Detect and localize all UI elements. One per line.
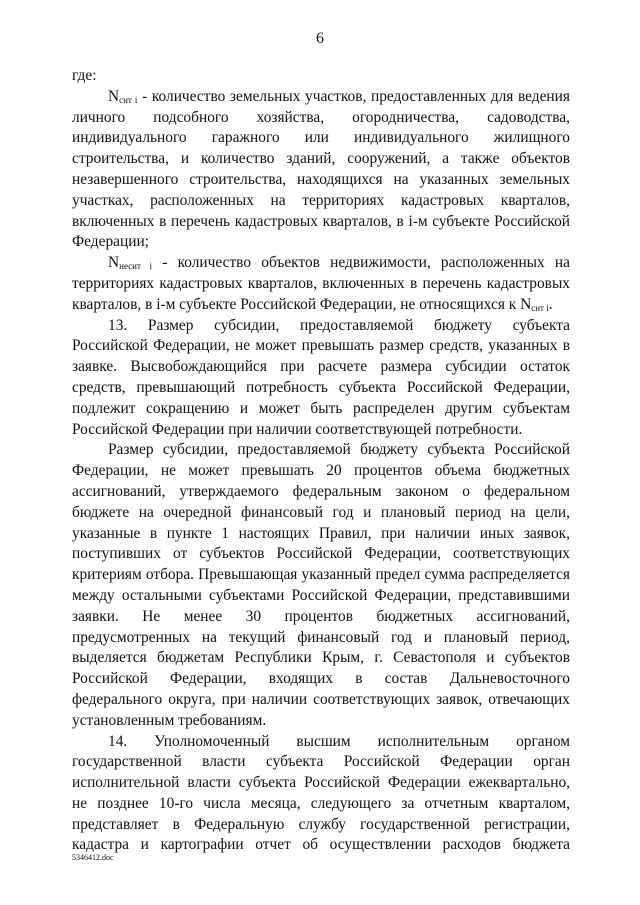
page-number: 6 [316, 30, 324, 47]
paragraph-14-line: не позднее 10-го числа месяца, следующего за отчетным кварталом, [72, 794, 570, 812]
paragraph-14-line: 14. Уполномоченный высшим исполнительным органом [108, 732, 570, 750]
paragraph-size-line: заявки. Не менее 30 процентов бюджетных ассигнований, [72, 607, 570, 625]
definition-1-line: незавершенного строительства, находящихся на указанных земельных [72, 170, 570, 188]
paragraph-size-line: критериям отбора. Превышающая указанный предел сумма распределяется [72, 566, 570, 584]
paragraph-size-line: установленным требованиям. [72, 711, 267, 729]
document-file-id: 5346412.doc [72, 853, 114, 862]
paragraph-size-line: между остальными субъектами Российской Федерации, представившими [72, 586, 570, 604]
definition-2-text: кварталов, в i-м субъекте Российской Федерации, не относящихся к [72, 295, 517, 313]
paragraph-size-line: Федерации, не может превышать 20 процентов объема бюджетных [72, 462, 570, 480]
definition-2-text: - количество объектов недвижимости, расположенных на [162, 254, 570, 272]
paragraph-14-line: государственной власти субъекта Российской Федерации орган [72, 753, 570, 771]
paragraph-13-line: подлежит сокращению и может быть распределен другим субъектам [72, 399, 570, 417]
paragraph-13-line: заявке. Высвобождающийся при расчете размера субсидии остаток [72, 358, 570, 376]
definition-1-line: строительства, и количество зданий, сооружений, а также объектов [72, 150, 570, 168]
n-subscript: снт i [119, 94, 138, 105]
n-subscript: снт i [531, 302, 549, 313]
paragraph-14-line: исполнительной власти субъекта Российской Федерации ежеквартально, [72, 774, 570, 792]
definition-1-line: личного подсобного хозяйства, огородничества, садоводства, [72, 108, 570, 126]
paragraph-size-line: указанные в пункте 1 настоящих Правил, при наличии иных заявок, [72, 524, 570, 542]
definition-1-text: - количество земельных участков, предоставленных для ведения [142, 87, 570, 105]
definition-1-line: включенных в перечень кадастровых кварталов, в i-м субъекте Российской [72, 212, 570, 230]
n-symbol: N [108, 254, 120, 272]
paragraph-size-line: Размер субсидии, предоставляемой бюджету субъекта Российской [108, 441, 570, 459]
n-subscript: несит i [119, 261, 153, 272]
definition-2-line [72, 295, 570, 316]
definition-2-text: . [548, 295, 553, 313]
paragraph-13-line: Российской Федерации при наличии соответствующей потребности. [72, 420, 523, 438]
definition-1-first-line [72, 87, 570, 108]
paragraph-size-line: Российской Федерации, входящих в состав Дальневосточного [72, 670, 570, 688]
paragraph-size-line: выделяется бюджетам Республики Крым, г. Севастополя и субъектов [72, 649, 570, 667]
n-symbol: N [108, 87, 120, 105]
paragraph-14-line: представляет в Федеральную службу государственной регистрации, [72, 815, 570, 833]
n-symbol: N [520, 295, 532, 313]
definition-2-line: территориях кадастровых кварталов, включенных в перечень кадастровых [72, 274, 570, 292]
document-body [72, 66, 570, 856]
paragraph-size-line: федерального округа, при наличии соответствующих заявок, отвечающих [72, 690, 570, 708]
paragraph-size-line: бюджете на очередной финансовый год и плановый период на цели, [72, 503, 570, 521]
paragraph-13-line: средств, превышающий потребность субъекта Российской Федерации, [72, 378, 570, 396]
paragraph-size-line: поступивших от субъектов Российской Федерации, соответствующих [72, 545, 570, 563]
paragraph-13-line: Российской Федерации, не может превышать размер средств, указанных в [72, 337, 570, 355]
paragraph-13-line: 13. Размер субсидии, предоставляемой бюджету субъекта [108, 316, 570, 334]
definition-1-line: участках, расположенных на территориях кадастровых кварталов, [72, 191, 570, 209]
paragraph-14-line: кадастра и картографии отчет об осуществлении расходов бюджета [72, 836, 570, 854]
where-label: где: [72, 67, 97, 84]
definition-1-line: Федерации; [72, 233, 149, 251]
paragraph-size-line: ассигнований, утверждаемого федеральным законом о федеральном [72, 482, 570, 500]
definition-2-first-line [72, 253, 570, 274]
paragraph-size-line: предусмотренных на текущий финансовый год и плановый период, [72, 628, 570, 646]
definition-1-line: индивидуального гаражного или индивидуального жилищного [72, 129, 570, 147]
